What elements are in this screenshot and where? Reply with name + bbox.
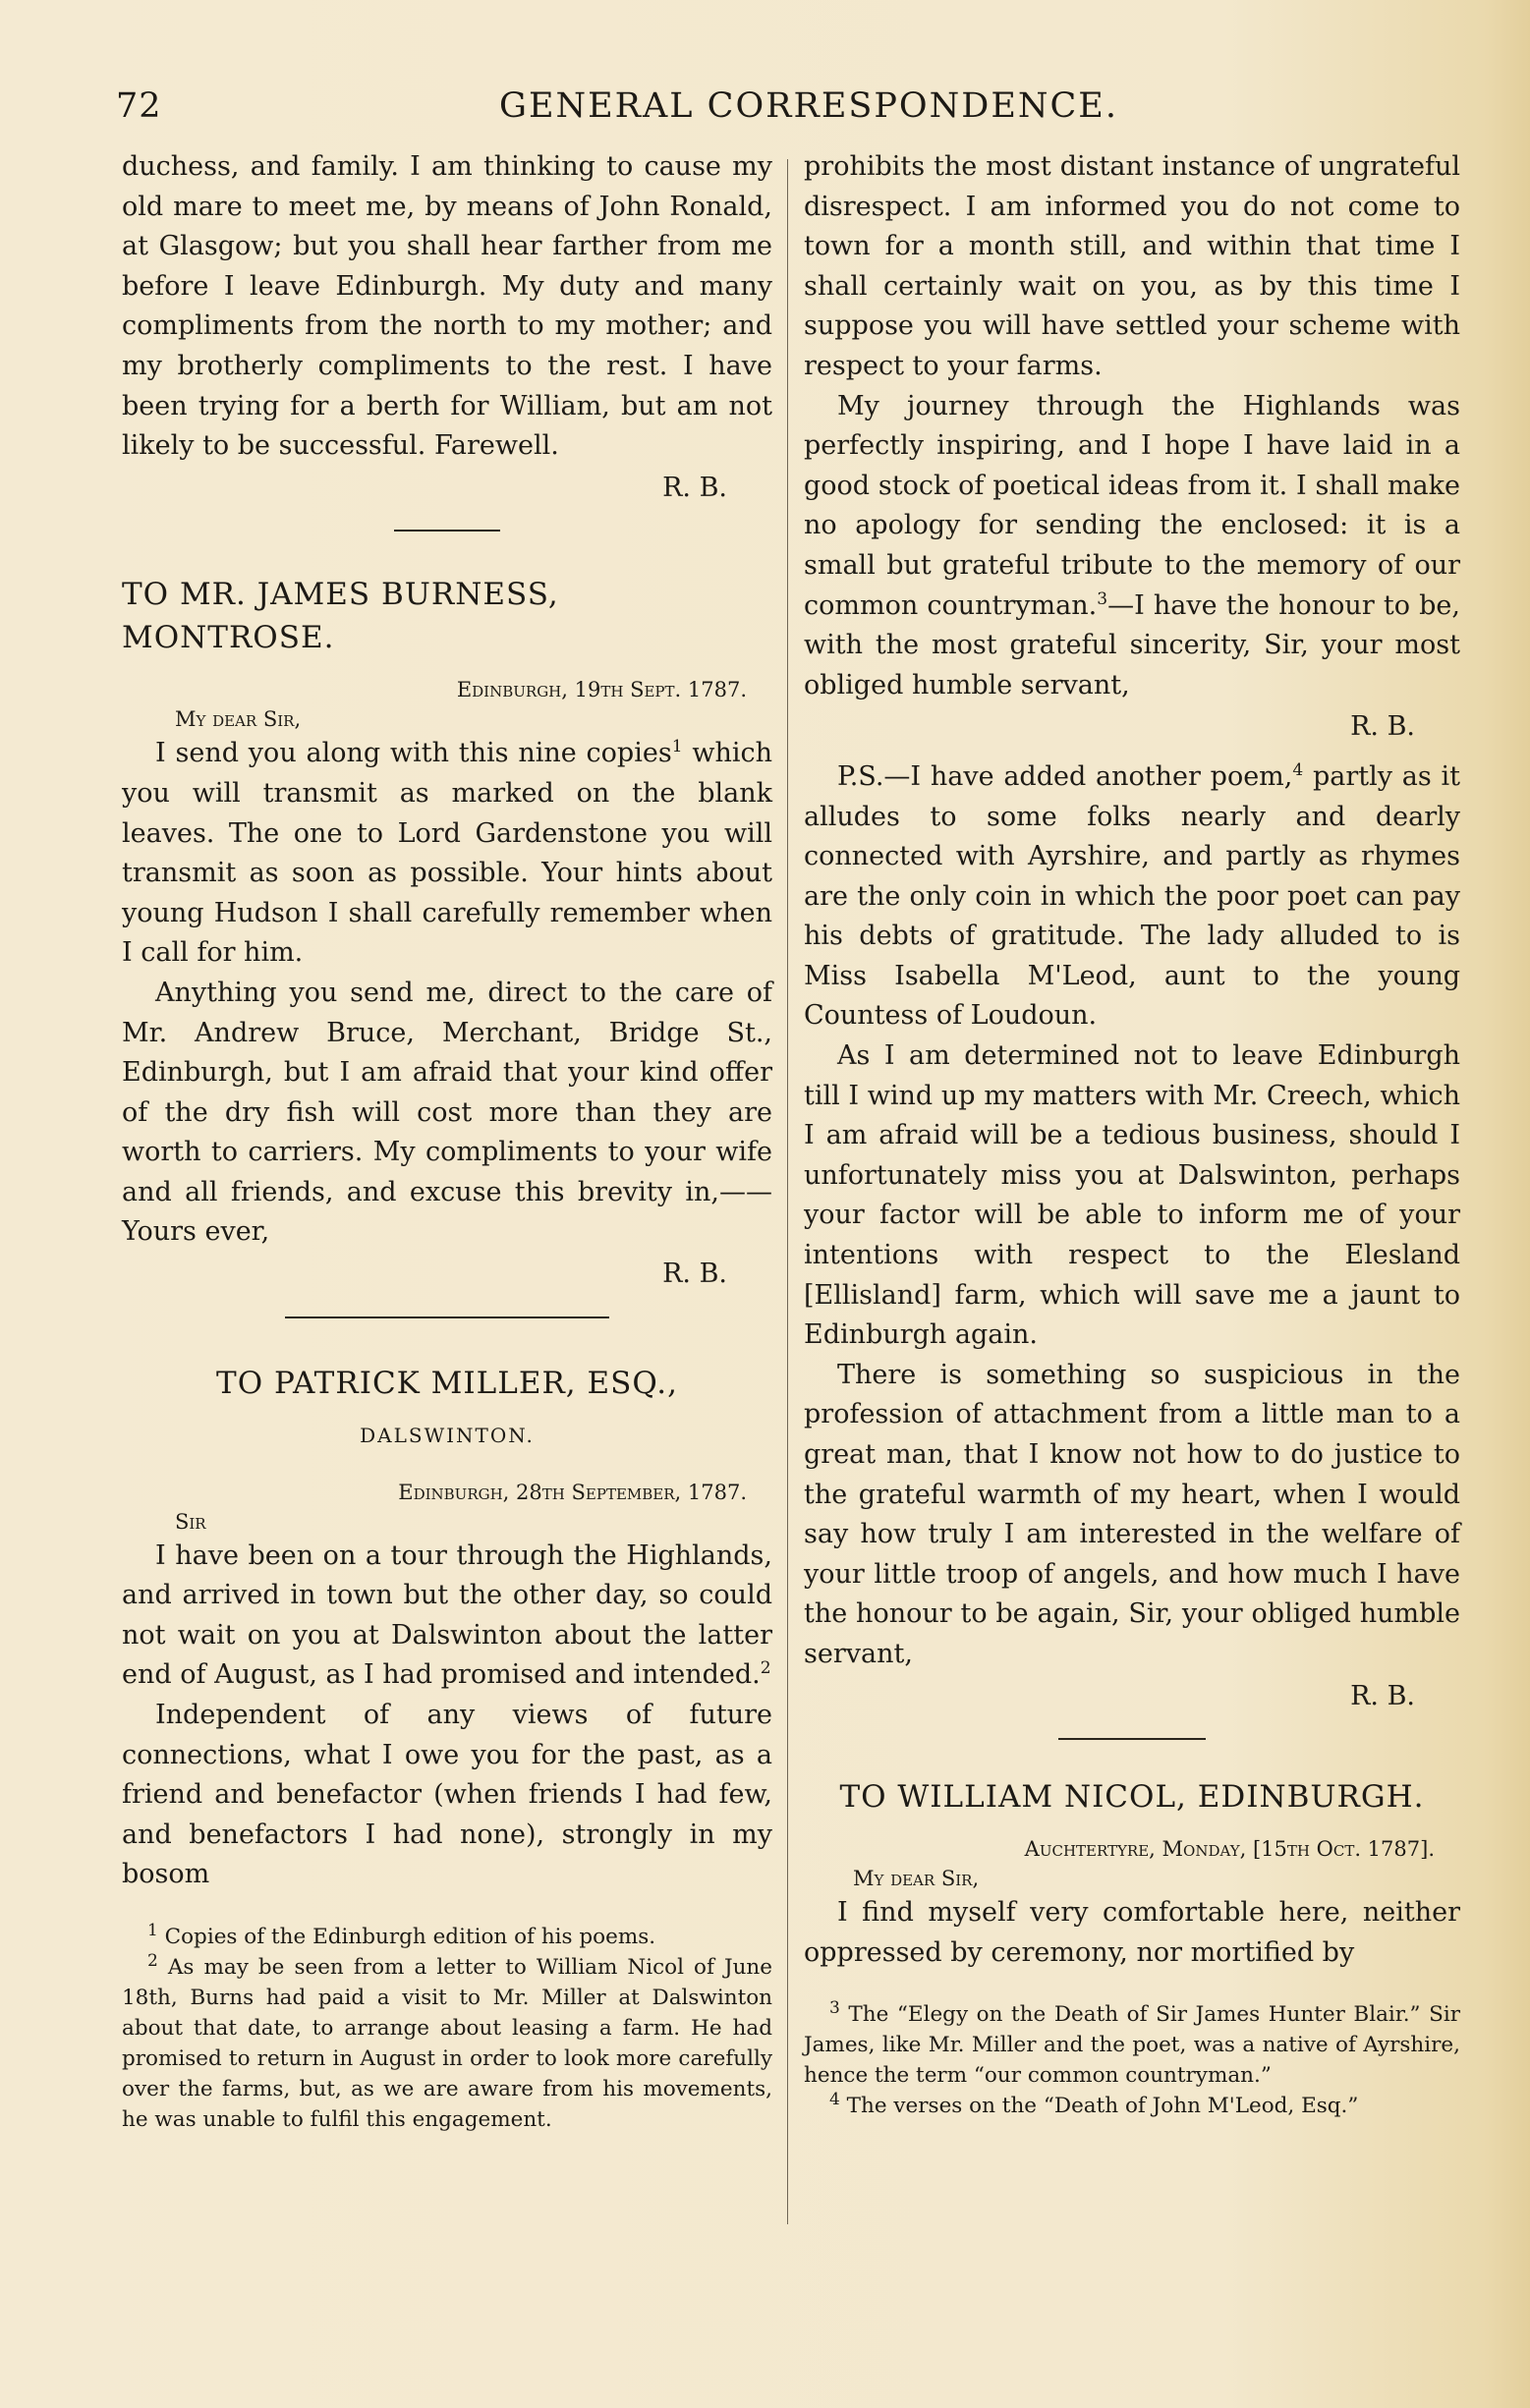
letter-paragraph: I find myself very comfortable here, neither oppressed by ceremony, nor mortified by	[804, 1897, 1460, 1968]
paragraph-text: I have been on a tour through the Highlands, and arrived in town but the other day, so could not wait on you at Dalswinton about the latter end of August, as I had promised and intended.	[122, 1540, 772, 1691]
footnote-ref: 2	[760, 1658, 771, 1679]
continued-paragraph: prohibits the most distant instance of ungrateful disrespect. I am informed you do not come to town for a month still, and within that time I shall certainly wait on you, as by this time I suppose you will have settled your scheme with respect to your farms.	[804, 151, 1460, 381]
footnote-separator	[804, 1985, 1460, 1986]
footnote-mark: 3	[829, 1998, 840, 2019]
letter-paragraph: Independent of any views of future connections, what I owe you for the past, as a friend and benefactor (when friends I had few, and benefactors I had none), strongly in my bosom	[122, 1700, 772, 1890]
footnote-text: The verses on the “Death of John M'Leod, Esq.”	[839, 2094, 1359, 2119]
paragraph-text: I send you along with this nine copies	[155, 738, 672, 769]
footnote-mark: 1	[147, 1920, 158, 1940]
letter-paragraph: Anything you send me, direct to the care of Mr. Andrew Bruce, Merchant, Bridge St., Edinburgh, but I am afraid that your kind offer of the dry fish will cost more than they are worth to carriers. My compliments to your wife and all friends, and excuse this brevity in,——Yours ever,	[122, 977, 772, 1248]
section-rule	[1058, 1738, 1206, 1740]
footnote-text: The “Elegy on the Death of Sir James Hunter Blair.” Sir James, like Mr. Miller and the poet, was a native of Ayrshire, hence the term “our common countryman.”	[804, 2002, 1460, 2089]
footnote-ref: 1	[671, 737, 683, 757]
opening-signature: R. B.	[662, 472, 727, 503]
footnotes-right	[804, 1999, 1460, 2121]
footnote-separator	[122, 1907, 772, 1908]
letter-heading-burness: TO MR. JAMES BURNESS, MONTROSE.	[122, 577, 559, 656]
section-rule	[285, 1316, 609, 1318]
letter-paragraph	[804, 387, 1460, 706]
paragraph-text: My journey through the Highlands was perfectly inspiring, and I hope I have laid in a good stock of poetical ideas from it. I shall make no apology for sending the enclosed: it is a small but grateful tribute to the memory of our common countryman.	[804, 390, 1460, 621]
footnote	[122, 1952, 772, 2135]
right-column	[804, 147, 1460, 2121]
opening-paragraph: duchess, and family. I am thinking to cause my old mare to meet me, by means of John Ronald, at Glasgow; but you shall hear farther from me before I leave Edinburgh. My duty and many compliments from the north to my mother; and my brotherly compliments to the rest. I have been trying for a berth for William, but am not likely to be successful. Farewell.	[122, 151, 772, 462]
running-head: GENERAL CORRESPONDENCE.	[499, 86, 1118, 126]
dateline-nicol: Auchtertyre, Monday, [15th Oct. 1787].	[1024, 1837, 1435, 1862]
postscript	[804, 757, 1460, 1036]
signature-miller: R. B.	[1350, 711, 1415, 743]
salutation-nicol: My dear Sir,	[853, 1867, 980, 1891]
column-divider	[787, 159, 788, 2224]
dateline-burness: Edinburgh, 19th Sept. 1787.	[456, 678, 747, 702]
letter-paragraph	[122, 734, 772, 974]
footnote-mark: 2	[147, 1950, 158, 1971]
letter-paragraph: As I am determined not to leave Edinburgh till I wind up my matters with Mr. Creech, which I am afraid will be a tedious business, should I unfortunately miss you at Dalswinton, perhaps your factor will be able to inform me of your intentions with respect to the Elesland [Ellisland] farm, which will save me a jaunt to Edinburgh again.	[804, 1040, 1460, 1351]
page-number: 72	[116, 86, 162, 126]
left-column	[122, 147, 772, 2135]
salutation-miller: Sir	[175, 1509, 206, 1534]
letter-paragraph: There is something so suspicious in the profession of attachment from a little man to a great man, that I know not how to do justice to the grateful warmth of my heart, when I would say how truly I am interested in the welfare of your little troop of angels, and how much I have the honour to be again, Sir, your obliged humble servant,	[804, 1359, 1460, 1669]
dateline-miller: Edinburgh, 28th September, 1787.	[398, 1480, 747, 1504]
letter-heading-nicol: TO WILLIAM NICOL, EDINBURGH.	[839, 1779, 1425, 1816]
footnote	[804, 2091, 1460, 2121]
letter-paragraph	[122, 1537, 772, 1696]
signature-burness: R. B.	[662, 1259, 727, 1290]
signature-miller-final: R. B.	[1350, 1680, 1415, 1711]
letter-heading-miller: TO PATRICK MILLER, ESQ.,	[216, 1365, 678, 1401]
salutation-burness: My dear Sir,	[175, 707, 302, 732]
paragraph-text: —I have the honour to be, with the most grateful sincerity, Sir, your most obliged humble servant,	[804, 589, 1460, 700]
footnote-ref: 4	[1292, 759, 1304, 780]
footnote-mark: 4	[829, 2090, 840, 2110]
section-rule	[394, 530, 500, 532]
footnote	[804, 1999, 1460, 2091]
footnote-text: Copies of the Edinburgh edition of his poems.	[157, 1925, 656, 1949]
subheading-dalswinton: DALSWINTON.	[360, 1423, 535, 1447]
paragraph-text: partly as it alludes to some folks nearly and dearly connected with Ayrshire, and partly as rhymes are the only coin in which the poor poet can pay his debts of gratitude. The lady alluded to is Miss Isabella M'Leod, aunt to the young Countess of Loudoun.	[804, 760, 1460, 1032]
footnote-text: As may be seen from a letter to William Nicol of June 18th, Burns had paid a visit to Mr. Miller at Dalswinton about that date, to arrange about leasing a farm. He had promised to return in August in order to look more carefully over the farms, but, as we are aware from his movements, he was unable to fulfil this engagement.	[122, 1955, 772, 2132]
paragraph-text: which you will transmit as marked on the blank leaves. The one to Lord Gardenstone you will transmit as soon as possible. Your hints about young Hudson I shall carefully remember when I call for him.	[122, 738, 772, 969]
footnote-ref: 3	[1097, 588, 1108, 609]
page-header	[116, 86, 1462, 130]
paragraph-text: P.S.—I have added another poem,	[837, 760, 1293, 792]
footnotes-left	[122, 1922, 772, 2135]
footnote	[122, 1922, 772, 1952]
